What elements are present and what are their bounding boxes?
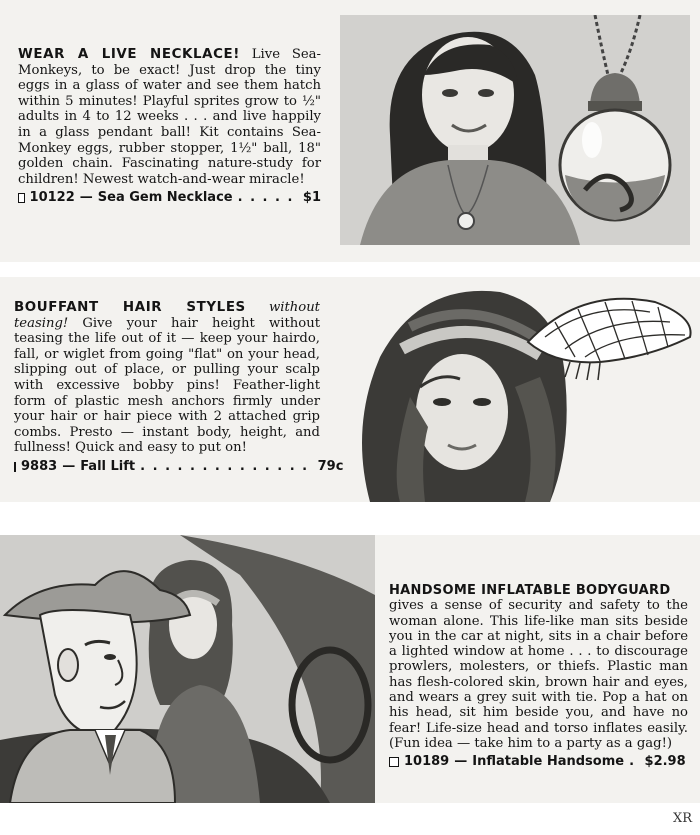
order-leader-dots: . . . . . <box>237 190 294 206</box>
bodyguard-car-photo <box>0 535 375 803</box>
order-number: 10122 <box>29 190 75 206</box>
ad-necklace-headline: WEAR A LIVE NECKLACE! <box>18 47 240 62</box>
page-mark: XR <box>673 811 693 826</box>
order-price: 79c <box>317 458 344 474</box>
order-name: Sea Gem Necklace <box>97 190 233 206</box>
necklace-photo <box>340 15 690 245</box>
ad-necklace-order-line: 10122 — Sea Gem Necklace . . . . . $1 <box>18 190 321 206</box>
order-leader-dots: . . . . . . . . . . . . . . <box>140 458 309 474</box>
ad-bouffant-headline-sub: without teasing! <box>14 300 320 331</box>
order-checkbox[interactable] <box>389 757 399 767</box>
ad-bouffant-copy <box>14 300 344 475</box>
order-checkbox[interactable] <box>18 193 25 203</box>
ad-necklace-body: Live Sea-Monkeys, to be exact! Just drop the tiny eggs in a glass of water and see them hatch within 5 minutes! Playful sprites grow to ½" adults in 4 to 12 weeks . . . and live happily in a glass pendant ball! Kit contains Sea-Monkey eggs, rubber stopper, 1½" ball, 18" golden chain. Fascinating nature-study for children! Newest watch-and-wear miracle! <box>18 47 321 187</box>
ad-bodyguard-order-line: 10189 — Inflatable Handsome . $2.98 <box>389 754 688 769</box>
order-name: Fall Lift <box>80 458 136 474</box>
order-number: 9883 <box>21 458 58 474</box>
order-checkbox[interactable] <box>14 462 16 472</box>
ad-bodyguard-headline: HANDSOME INFLATABLE BODYGUARD <box>389 583 671 598</box>
order-leader-dots: . <box>629 754 636 770</box>
ad-bouffant-body: Give your hair height without teasing the life out of it — keep your hairdo, fall, or wiglet from going "flat" on your head, slipping out of place, or pulling your scalp with excessive bobby pins! Feather-light form of plastic mesh anchors firmly under your hair or hair piece with 2 attached grip combs. Presto — instant body, height, and fullness! Quick and easy to put on! <box>14 315 320 456</box>
ad-bodyguard-body: gives a sense of security and safety to the woman alone. This life-like man sits beside you in the car at night, sits in a chair before a lighted window at home . . . to discourage prowlers, molesters, or thiefs. Plastic man has flesh-colored skin, brown hair and eyes, and wears a grey suit with tie. Pop a hat on his head, sit him beside you, and have no fear! Life-size head and torso inflates easily. (Fun idea — take him to a party as a gag!) <box>389 598 688 751</box>
order-price: $1 <box>302 190 321 206</box>
order-number: 10189 <box>404 754 450 770</box>
ad-bodyguard-copy <box>389 583 688 770</box>
ad-bouffant-order-line: 9883 — Fall Lift . . . . . . . . . . . . . . 79c <box>14 459 320 475</box>
bouffant-photo <box>350 277 700 502</box>
ad-necklace-copy <box>18 47 321 206</box>
order-price: $2.98 <box>644 754 686 770</box>
order-name: Inflatable Handsome <box>472 754 625 770</box>
ad-bouffant-headline: BOUFFANT HAIR STYLES <box>14 300 246 315</box>
